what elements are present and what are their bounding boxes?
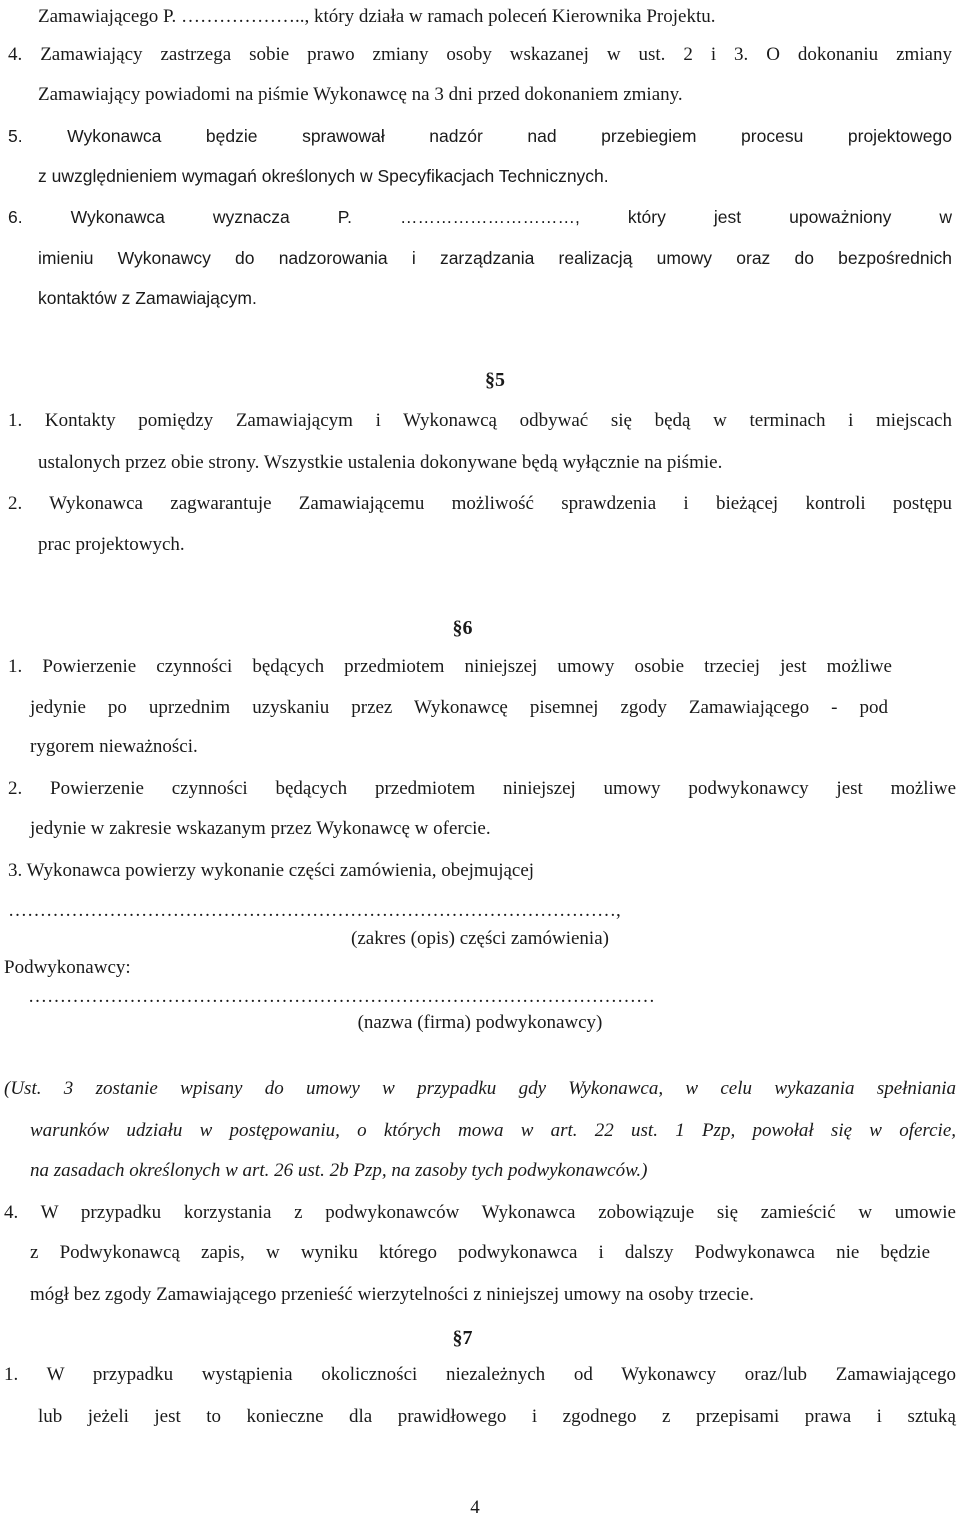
text-line: 5. Wykonawca będzie sprawował nadzór nad przebiegiem procesu projektowego (8, 126, 952, 146)
section-heading: §7 (452, 1327, 473, 1349)
text-line: jedynie po uprzednim uzyskaniu przez Wykonawcę pisemnej zgody Zamawiającego - pod (30, 697, 888, 718)
text-line: na zasadach określonych w art. 26 ust. 2b Pzp, na zasoby tych podwykonawców.) (30, 1160, 648, 1181)
text-line: 6. Wykonawca wyznacza P. …………………………, który jest upoważniony w (8, 207, 952, 227)
section-heading: §5 (485, 369, 505, 391)
text-line: (Ust. 3 zostanie wpisany do umowy w przypadku gdy Wykonawca, w celu wykazania spełniania (4, 1078, 956, 1099)
text-line: 1. Kontakty pomiędzy Zamawiającym i Wykonawcą odbywać się będą w terminach i miejscach (8, 410, 952, 431)
text-line: Zamawiającego P. ……………….., który działa w ramach poleceń Kierownika Projektu. (38, 6, 716, 27)
text-line: jedynie w zakresie wskazanym przez Wykonawcę w ofercie. (30, 818, 491, 839)
text-line: warunków udziału w postępowaniu, o których mowa w art. 22 ust. 1 Pzp, powołał się w ofercie, (30, 1120, 956, 1141)
text-line: z Podwykonawcą zapis, w wyniku którego podwykonawca i dalszy Podwykonawca nie będzie (30, 1242, 930, 1263)
dotted-fill-line: ……………………………………………………………………………………… (28, 986, 655, 1007)
text-line: lub jeżeli jest to konieczne dla prawidłowego i zgodnego z przepisami prawa i sztuką (38, 1406, 956, 1427)
text-line: imieniu Wykonawcy do nadzorowania i zarządzania realizacją umowy oraz do bezpośrednich (38, 248, 952, 268)
text-line: 2. Powierzenie czynności będących przedmiotem niniejszej umowy podwykonawcy jest możliwe (8, 778, 956, 799)
section-heading: §6 (452, 617, 473, 639)
page-number: 4 (470, 1497, 480, 1518)
text-line: ustalonych przez obie strony. Wszystkie ustalenia dokonywane będą wyłącznie na piśmie. (38, 452, 723, 473)
text-line: 2. Wykonawca zagwarantuje Zamawiającemu możliwość sprawdzenia i bieżącej kontroli postępu (8, 493, 952, 514)
text-line: 1. Powierzenie czynności będących przedmiotem niniejszej umowy osobie trzeciej jest możliwe (8, 656, 892, 677)
text-line: kontaktów z Zamawiającym. (38, 288, 257, 308)
field-caption: (zakres (opis) części zamówienia) (351, 928, 609, 949)
text-line: 1. W przypadku wystąpienia okoliczności niezależnych od Wykonawcy oraz/lub Zamawiającego (4, 1364, 956, 1385)
text-line: 3. Wykonawca powierzy wykonanie części zamówienia, obejmującej (8, 860, 535, 881)
text-line: Zamawiający powiadomi na piśmie Wykonawcę na 3 dni przed dokonaniem zmiany. (38, 84, 683, 105)
text-line: 4. W przypadku korzystania z podwykonawców Wykonawca zobowiązuje się zamieścić w umowie (4, 1202, 956, 1223)
text-line: rygorem nieważności. (30, 736, 198, 757)
text-line: prac projektowych. (38, 534, 185, 555)
text-line: Podwykonawcy: (4, 957, 131, 978)
text-line: mógł bez zgody Zamawiającego przenieść wierzytelności z niniejszej umowy na osoby trzecie. (30, 1284, 754, 1305)
field-caption: (nazwa (firma) podwykonawcy) (357, 1012, 603, 1033)
text-line: 4. Zamawiający zastrzega sobie prawo zmiany osoby wskazanej w ust. 2 i 3. O dokonaniu zmiany (8, 44, 952, 65)
text-line: z uwzględnieniem wymagań określonych w Specyfikacjach Technicznych. (38, 166, 609, 186)
dotted-fill-line: ……………………………………………………………………………………, (8, 900, 621, 921)
